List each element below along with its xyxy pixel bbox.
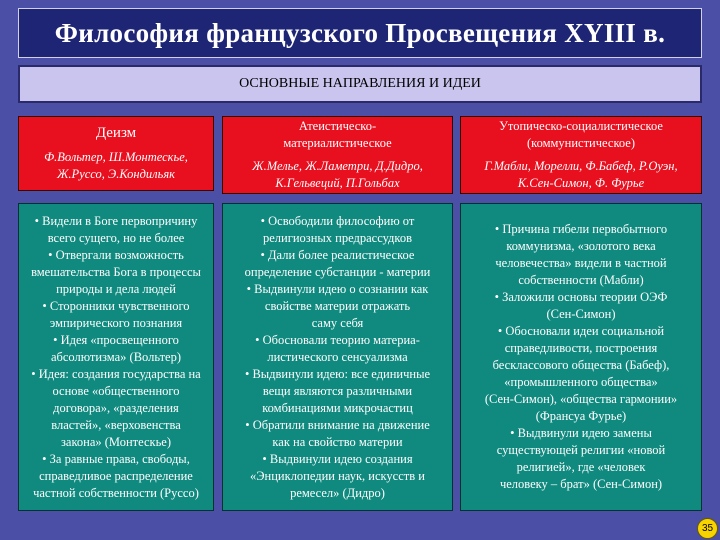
idea-line: религией», где «человек xyxy=(516,460,646,474)
idea-line: • Причина гибели первобытного xyxy=(494,222,668,236)
idea-line: • Обосновали идеи социальной xyxy=(497,324,665,338)
materialism-heading: Атеистическо- материалистическое xyxy=(283,119,392,150)
idea-line: • Выдвинули идею о сознании как xyxy=(246,281,429,296)
materialism-names: Ж.Мелье, Ж.Ламетри, Д.Дидро, К.Гельвеций, П.Гольбах xyxy=(252,159,423,190)
materialism-ideas xyxy=(245,213,431,502)
idea-line: • Освободили философию от xyxy=(260,213,415,228)
idea-line: «Энциклопедии наук, искусств и xyxy=(250,468,425,483)
idea-line: вещи являются различными xyxy=(262,383,413,398)
idea-line: закона» (Монтескье) xyxy=(60,434,172,449)
idea-line: человечества» видели в частной xyxy=(495,256,667,270)
idea-line: вмешательства Бога в процессы xyxy=(31,264,201,279)
idea-line: человеку – брат» (Сен-Симон) xyxy=(499,477,663,491)
idea-line: • Отвергали возможность xyxy=(48,247,184,262)
idea-line: листического сенсуализма xyxy=(267,349,408,364)
deism-names: Ф.Вольтер, Ш.Монтескье, Ж.Руссо, Э.Кондильяк xyxy=(44,150,188,181)
idea-line: • Заложили основы теории ОЭФ xyxy=(494,290,668,304)
idea-line: • Выдвинули идею создания xyxy=(262,451,413,466)
idea-line: саму себя xyxy=(311,315,364,330)
idea-line: ремесел» (Дидро) xyxy=(290,485,385,500)
utopian-heading: Утопическо-социалистическое (коммунистическое) xyxy=(499,119,663,150)
deism-heading-box xyxy=(18,116,214,191)
idea-line: властей», «верховенства xyxy=(51,417,181,432)
idea-line: договора», «разделения xyxy=(53,400,179,415)
utopian-names: Г.Мабли, Морелли, Ф.Бабеф, Р.Оуэн, К.Сен-Симон, Ф. Фурье xyxy=(484,159,678,190)
idea-line: основе «общественного xyxy=(52,383,180,398)
slide-title: Философия французского Просвещения XYIII в. xyxy=(18,8,702,58)
idea-line: • Идея «просвещенного xyxy=(53,332,179,347)
page-number-badge: 35 xyxy=(697,518,718,539)
utopian-ideas-box xyxy=(460,203,702,511)
idea-line: частной собственности (Руссо) xyxy=(33,485,199,500)
idea-line: всего сущего, но не более xyxy=(47,230,185,245)
idea-line: (Сен-Симон) xyxy=(546,307,616,321)
idea-line: свойстве материи отражать xyxy=(264,298,411,313)
idea-line: • Идея: создания государства на xyxy=(31,366,201,381)
idea-line: «промышленного общества» xyxy=(504,375,658,389)
section-header: ОСНОВНЫЕ НАПРАВЛЕНИЯ И ИДЕИ xyxy=(18,65,702,103)
deism-ideas xyxy=(31,213,201,502)
idea-line: определение субстанции - материи xyxy=(244,264,431,279)
idea-line: справедливое распределение xyxy=(39,468,193,483)
materialism-heading-box xyxy=(222,116,453,194)
idea-line: • Выдвинули идею замены xyxy=(510,426,652,440)
idea-line: (Сен-Симон), «общества гармонии» xyxy=(484,392,678,406)
deism-ideas-box xyxy=(18,203,214,511)
materialism-ideas-box xyxy=(222,203,453,511)
idea-line: справедливости, построения xyxy=(504,341,658,355)
idea-line: коммунизма, «золотого века xyxy=(506,239,656,253)
idea-line: комбинациями микрочастиц xyxy=(262,400,413,415)
idea-line: собственности (Мабли) xyxy=(518,273,644,287)
idea-line: существующей религии «новой xyxy=(496,443,666,457)
idea-line: • Обратили внимание на движение xyxy=(245,417,430,432)
utopian-heading-box xyxy=(460,116,702,194)
idea-line: • Выдвинули идею: все единичные xyxy=(244,366,431,381)
deism-heading: Деизм xyxy=(95,125,137,141)
idea-line: бесклассового общества (Бабеф), xyxy=(492,358,670,372)
idea-line: как на свойство материи xyxy=(272,434,403,449)
idea-line: • Дали более реалистическое xyxy=(260,247,415,262)
idea-line: • За равные права, свободы, xyxy=(42,451,190,466)
idea-line: (Франсуа Фурье) xyxy=(535,409,627,423)
idea-line: природы и дела людей xyxy=(56,281,176,296)
idea-line: абсолютизма» (Вольтер) xyxy=(50,349,182,364)
idea-line: религиозных предрассудков xyxy=(262,230,413,245)
idea-line: • Видели в Боге первопричину xyxy=(34,213,198,228)
idea-line: • Обосновали теорию материа- xyxy=(255,332,420,347)
idea-line: • Сторонники чувственного xyxy=(42,298,190,313)
utopian-ideas xyxy=(485,221,677,493)
idea-line: эмпирического познания xyxy=(49,315,183,330)
